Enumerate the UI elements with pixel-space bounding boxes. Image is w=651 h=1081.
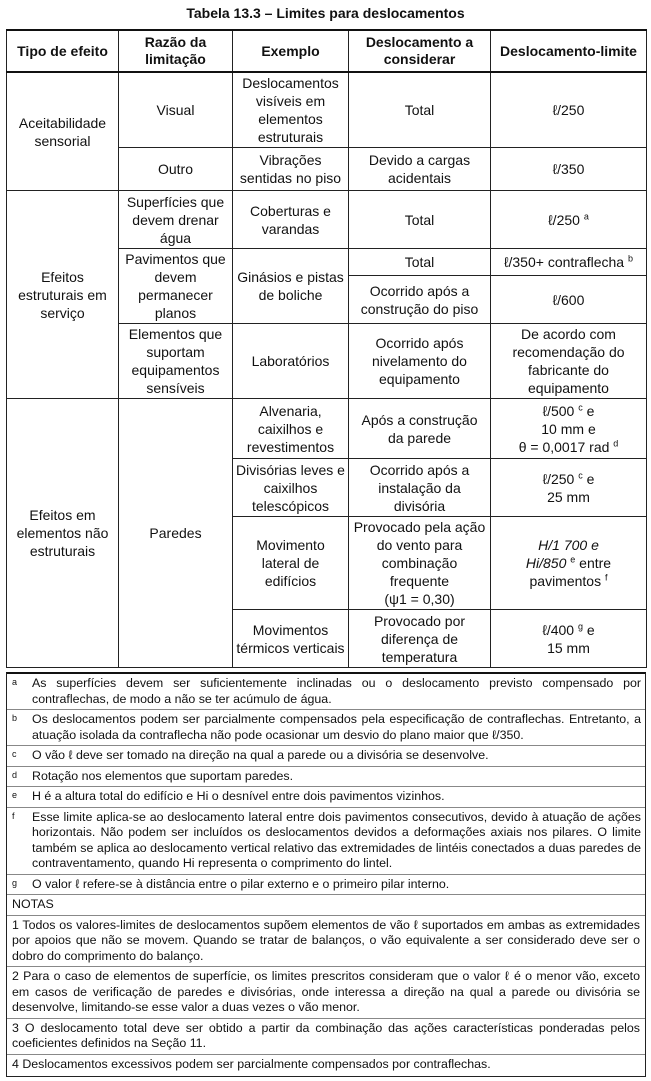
limite-line [494, 402, 643, 420]
footnote-text: Os deslocamentos podem ser parcialmente compensados pela especificação de contraflechas. Entretanto, a atuação isolada da contraflecha não pode ocasionar um desvio do plano maior que ℓ/350. [32, 712, 641, 742]
cell-razao: Outro [119, 148, 233, 191]
footnote-ref: a [583, 210, 589, 221]
limite-value: ℓ/250 [542, 470, 575, 487]
cell-deslocamento: Ocorrido após a instalação da divisória [349, 459, 491, 517]
cell-exemplo: Movimento lateral de edifícios [233, 517, 349, 610]
header-deslocamento: Deslocamento a considerar [349, 30, 491, 72]
cell-exemplo: Ginásios e pistas de boliche [233, 249, 349, 324]
table-title: Tabela 13.3 – Limites para deslocamentos [186, 5, 465, 21]
limite-text: e [582, 470, 595, 487]
note-item: 1 Todos os valores-limites de deslocamentos supõem elementos de vão ℓ suportados em ambas as extremidades por apoios que não se movem. Quando se tratar de balanços, o vão equivalente a ser considerado deve ser o dobro do comprimento do balanço. [7, 916, 645, 968]
cell-deslocamento: Após a construção da parede [349, 399, 491, 459]
limite-line: 25 mm [547, 488, 590, 505]
cell-tipo: Efeitos em elementos não estruturais [7, 399, 119, 668]
cell-limite [491, 399, 647, 459]
footnote-mark: g [12, 877, 18, 888]
note-item: 4 Deslocamentos excessivos podem ser parcialmente compensados por contraflechas. [12, 1056, 491, 1071]
footnote-mark: e [12, 790, 18, 800]
note-item: 3 O deslocamento total deve ser obtido a partir da combinação das ações características ponderadas pelos coeficientes definidos na Seção 11. [7, 1019, 645, 1055]
cell-limite [491, 517, 647, 610]
table-row [7, 399, 647, 459]
footnote-mark: f [12, 810, 15, 821]
cell-tipo: Efeitos estruturais em serviço [7, 191, 119, 399]
cell-limite: ℓ/250 [491, 72, 647, 148]
cell-razao: Visual [119, 72, 233, 148]
footnote-ref: f [604, 572, 608, 583]
footnote [7, 875, 645, 896]
header-tipo: Tipo de efeito [7, 30, 119, 72]
footnote-text: Esse limite aplica-se ao deslocamento lateral entre dois pavimentos consecutivos, devido à atuação de ações horizontais. Não podem ser incluídos os deslocamentos devidos a deformações axiais nos pilares. O limite também se aplica ao deslocamento vertical relativo das extremidades de lintéis conectados a duas paredes de contraventamento, quando Hi representa o comprimento do lintel. [32, 809, 641, 870]
footnote-ref: e [570, 554, 576, 565]
cell-exemplo: Divisórias leves e caixilhos telescópicos [233, 459, 349, 517]
limite-line: 15 mm [547, 639, 590, 656]
footnote [7, 674, 645, 710]
footnote [7, 710, 645, 746]
footnote-mark: c [12, 749, 17, 759]
cell-limite [491, 610, 647, 668]
table-row [7, 72, 647, 148]
limite-value: ℓ/500 [542, 402, 575, 419]
cell-exemplo: Movimentos térmicos verticais [233, 610, 349, 668]
deslocamento-text: Provocado pela ação do vento para combinação frequente [353, 519, 486, 589]
limite-line [494, 554, 643, 572]
footnote [7, 746, 645, 767]
footnote-mark: d [12, 769, 18, 780]
footnote-ref: b [627, 253, 633, 264]
cell-razao: Elementos que suportam equipamentos sensíveis [119, 324, 233, 399]
notes-section [6, 672, 646, 1077]
footnote-text: H é a altura total do edifício e Hi o desnível entre dois pavimentos vizinhos. [32, 789, 445, 803]
header-razao: Razão da limitação [119, 30, 233, 72]
cell-limite: ℓ/600 [491, 276, 647, 324]
limite-value: ℓ/350+ contraflecha [503, 254, 625, 271]
cell-deslocamento: Total [349, 72, 491, 148]
cell-exemplo: Coberturas e varandas [233, 191, 349, 249]
cell-razao: Paredes [119, 399, 233, 668]
footnote [7, 787, 645, 808]
psi-value: (ψ1 = 0,30) [384, 591, 455, 607]
cell-limite [491, 191, 647, 249]
footnote [7, 767, 645, 788]
cell-tipo: Aceitabilidade sensorial [7, 72, 119, 191]
footnote-ref: g [577, 620, 583, 631]
footnote-text: As superfícies devem ser suficientemente inclinadas ou o deslocamento previsto compensado por contraflechas, de modo a não se ter acúmulo de água. [32, 676, 641, 706]
cell-limite: De acordo com recomendação do fabricante do equipamento [491, 324, 647, 399]
cell-deslocamento: Total [349, 249, 491, 276]
cell-exemplo: Deslocamentos visíveis em elementos estruturais [233, 72, 349, 148]
cell-deslocamento: Devido a cargas acidentais [349, 148, 491, 191]
header-exemplo: Exemplo [233, 30, 349, 72]
cell-deslocamento [349, 517, 491, 610]
cell-deslocamento: Provocado por diferença de temperatura [349, 610, 491, 668]
limite-text: e [583, 621, 595, 638]
cell-limite: ℓ/350 [491, 148, 647, 191]
cell-deslocamento: Ocorrido após a construção do piso [349, 276, 491, 324]
limite-line: 10 mm e [541, 420, 596, 437]
cell-limite [491, 459, 647, 517]
cell-limite [491, 249, 647, 276]
cell-deslocamento: Total [349, 191, 491, 249]
header-row [7, 30, 647, 72]
limite-line [494, 438, 643, 456]
limite-value: pavimentos [529, 573, 602, 589]
notes-heading: NOTAS [7, 895, 645, 916]
cell-exemplo: Vibrações sentidas no piso [233, 148, 349, 191]
limite-value: Hi/850 [525, 555, 567, 571]
footnote-mark: b [12, 713, 18, 723]
limite-value: θ = 0,0017 rad [518, 438, 610, 455]
footnote-ref: c [578, 401, 583, 412]
limite-text: entre [575, 555, 612, 571]
footnote [7, 808, 645, 875]
footnote-text: Rotação nos elementos que suportam paredes. [32, 768, 294, 783]
cell-exemplo: Laboratórios [233, 324, 349, 399]
limite-line [494, 470, 643, 488]
cell-razao: Superfícies que devem drenar água [119, 191, 233, 249]
cell-exemplo: Alvenaria, caixilhos e revestimentos [233, 399, 349, 459]
note-item: 2 Para o caso de elementos de superfície, os limites prescritos consideram que o valor ℓ é o menor vão, exceto em casos de verificação de paredes e divisórias, onde interessa a direção na qual a parede ou divisória se desenvolve, limitando-se esse valor a duas vezes o vão menor. [7, 967, 645, 1019]
cell-razao: Pavimentos que devem permanecer planos [119, 249, 233, 324]
limite-value: ℓ/400 [542, 621, 575, 638]
footnote-mark: a [12, 677, 18, 687]
limite-text: e [582, 402, 595, 419]
limite-value: ℓ/250 [548, 211, 580, 228]
displacement-limits-table [6, 29, 647, 668]
footnote-text: O vão ℓ deve ser tomado na direção na qual a parede ou a divisória se desenvolve. [32, 748, 489, 762]
limite-line: H/1 700 e [538, 537, 599, 553]
cell-deslocamento: Ocorrido após nivelamento do equipamento [349, 324, 491, 399]
footnote-text: O valor ℓ refere-se à distância entre o pilar externo e o primeiro pilar interno. [32, 876, 450, 891]
limite-line [494, 572, 643, 590]
limite-line [494, 621, 643, 639]
footnote-ref: c [578, 469, 583, 480]
table-row [7, 191, 647, 249]
footnote-ref: d [613, 437, 619, 448]
header-limite: Deslocamento-limite [491, 30, 647, 72]
